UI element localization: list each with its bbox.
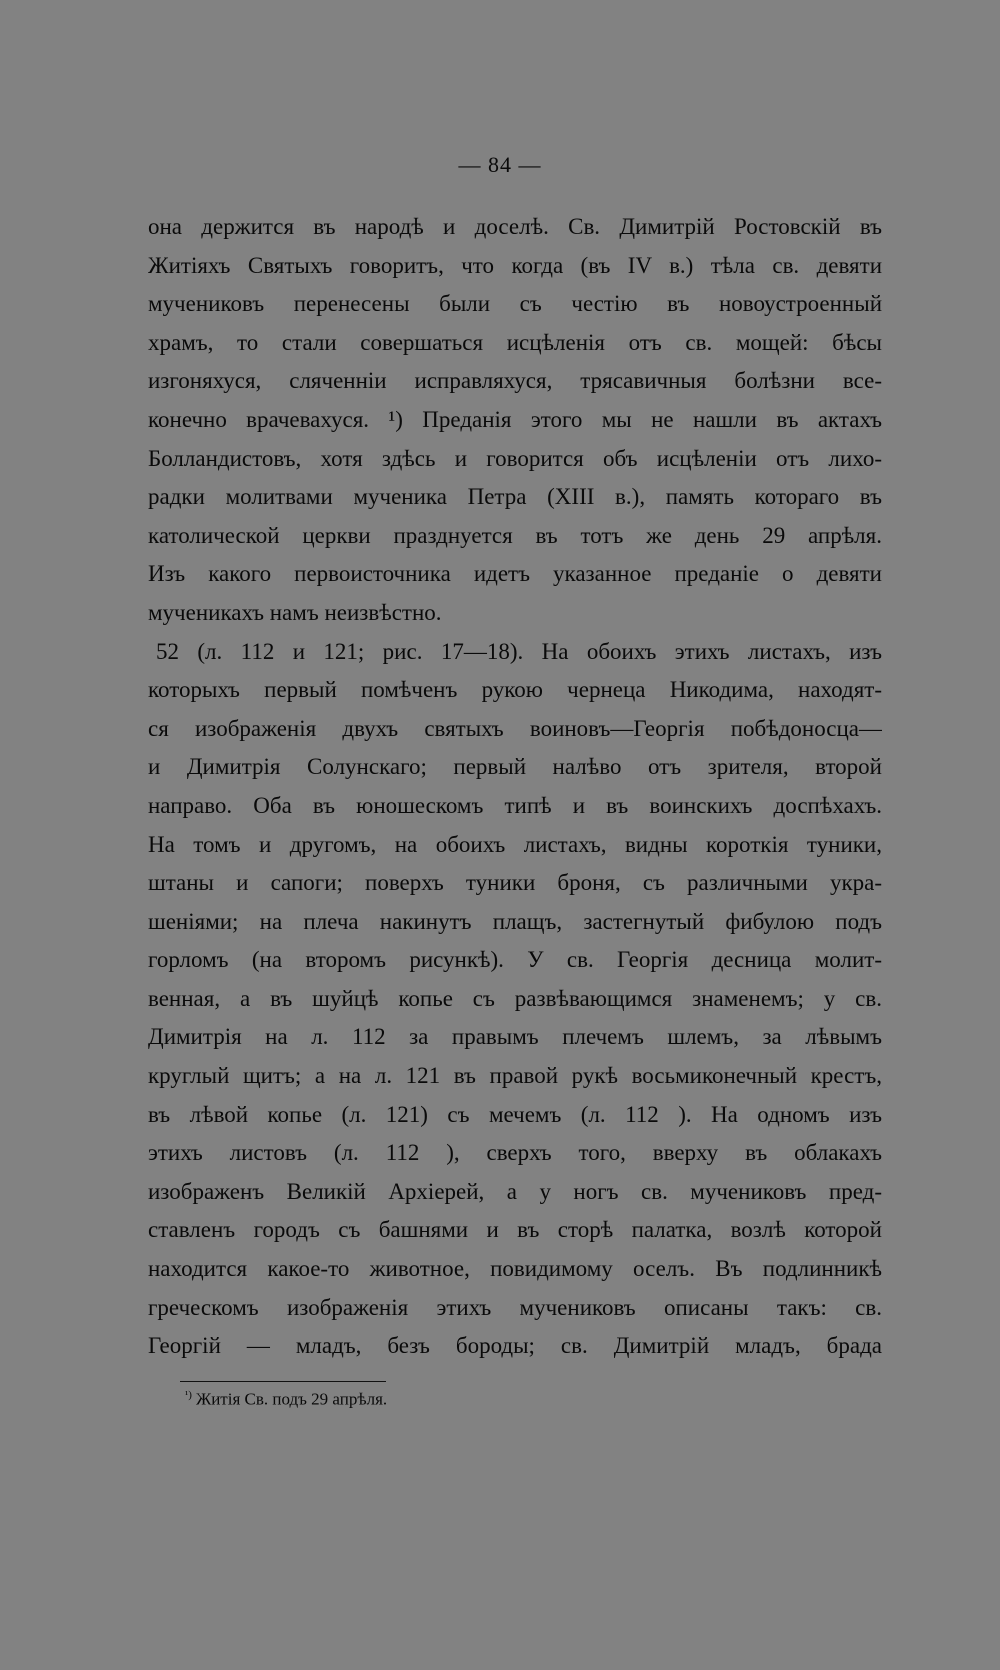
text-line: храмъ, то стали совершаться исцѣленія отъ св. мощей: бѣсы [148,329,882,355]
text-line: ставленъ городъ съ башнями и въ сторѣ палатка, возлѣ которой [148,1217,882,1243]
text-line: штаны и сапоги; поверхъ туники броня, съ различными укра- [148,870,882,896]
text-line: На томъ и другомъ, на обоихъ листахъ, видны короткія туники, [148,831,882,857]
text-line: изгоняхуся, сляченніи исправляхуся, трясавичныя болѣзни все- [148,368,882,394]
text-line: которыхъ первый помѣченъ рукою чернеца Никодима, находят- [148,677,882,703]
text-line: этихъ листовъ (л. 112 ), сверхъ того, вверху въ облакахъ [148,1140,882,1166]
footnote [185,1384,387,1411]
text-line: Димитрія на л. 112 за правымъ плечемъ шлемъ, за лѣвымъ [148,1024,882,1050]
page-number: — 84 — [458,152,542,177]
text-line: конечно врачевахуся. ¹) Преданія этого мы не нашли въ актахъ [148,406,882,432]
text-line: находится какое-то животное, повидимому оселъ. Въ подлинникѣ [148,1256,882,1282]
text-line: католической церкви празднуется въ тотъ же день 29 апрѣля. [148,522,882,548]
footnote-text: Житія Св. подъ 29 апрѣля. [195,1389,388,1409]
text-line: мучениковъ перенесены были съ честію въ новоустроенный [148,291,882,317]
text-line: круглый щитъ; а на л. 121 въ правой рукѣ восьмиконечный крестъ, [148,1063,882,1089]
text-line: въ лѣвой копье (л. 121) съ мечемъ (л. 112 ). На одномъ изъ [148,1101,882,1127]
text-line: радки молитвами мученика Петра (XIII в.), память котораго въ [148,484,882,510]
text-line: Изъ какого первоисточника идетъ указанное преданіе о девяти [148,561,882,587]
text-line: направо. Оба въ юношескомъ типѣ и въ воинскихъ доспѣхахъ. [148,792,882,818]
text-line: Георгій — младъ, безъ бороды; св. Димитрій младъ, брада [148,1333,882,1359]
text-line: мученикахъ намъ неизвѣстно. [148,599,442,625]
footnote-divider [180,1381,386,1382]
text-line: горломъ (на второмъ рисункѣ). У св. Георгія десница молит- [148,947,882,973]
text-line: и Димитрія Солунскаго; первый налѣво отъ зрителя, второй [148,754,882,780]
text-line: Болландистовъ, хотя здѣсь и говорится объ исцѣленіи отъ лихо- [148,445,882,471]
body-text [148,208,882,1366]
text-line: венная, а въ шуйцѣ копье съ развѣвающимся знаменемъ; у св. [148,985,882,1011]
footnote-marker: ¹) [185,1389,192,1401]
text-line: Житіяхъ Святыхъ говоритъ, что когда (въ IV в.) тѣла св. девяти [148,252,882,278]
text-line: изображенъ Великій Архіерей, а у ногъ св. мучениковъ пред- [148,1178,882,1204]
text-line: она держится въ народѣ и доселѣ. Св. Димитрій Ростовскій въ [148,214,882,239]
text-line: шеніями; на плеча накинутъ плащъ, застегнутый фибулою подъ [148,908,882,934]
paragraph-start-line: 52 (л. 112 и 121; рис. 17—18). На обоихъ этихъ листахъ, изъ [156,638,882,664]
text-line: греческомъ изображенія этихъ мучениковъ описаны такъ: св. [148,1294,882,1320]
text-line: ся изображенія двухъ святыхъ воиновъ—Георгія побѣдоносца— [148,715,882,741]
